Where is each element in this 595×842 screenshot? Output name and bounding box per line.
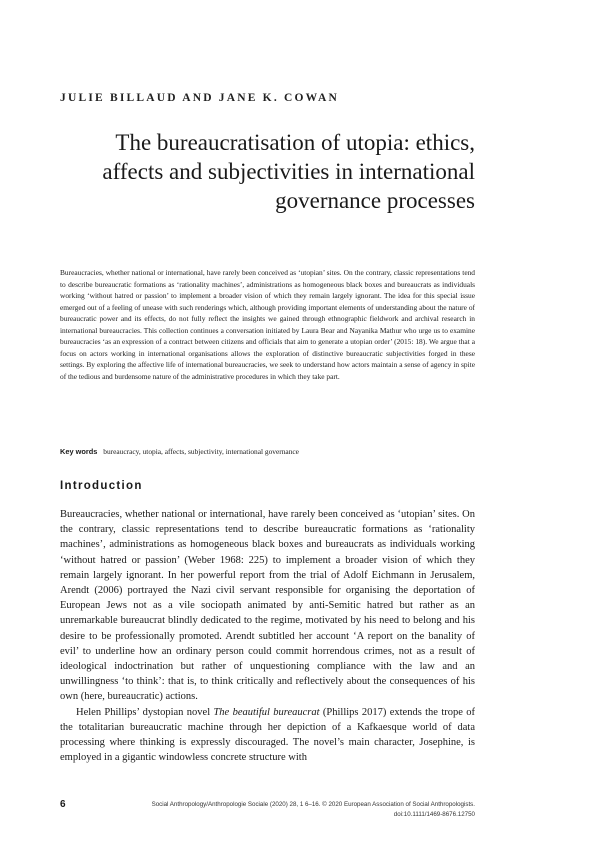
keywords — [60, 446, 475, 457]
keywords-label: Key words — [60, 447, 98, 456]
page-number: 6 — [60, 799, 66, 810]
body-text — [60, 507, 475, 765]
paragraph: Bureaucracies, whether national or international, have rarely been conceived as ‘utopian’ sites. On the contrary, classic representations tend to describe bureaucratic formations as ‘rationality machines’, administrations as homogeneous black boxes and bureaucrats as individuals working ‘without hatred or passion’ (Weber 1968: 225) to implement a broader vision of which they remain largely ignorant. In her powerful report from the trial of Adolf Eichmann in Jerusalem, Arendt (2006) portrayed the Nazi civil servant responsible for organising the deportation of European Jews not as a vile sociopath animated by anti-Semitic hatred but rather as an unremarkable bureaucrat blindly dedicated to the regime, motivated by his need to belong and his desire to be professionally promoted. Arendt subtitled her account ‘A report on the banality of evil’ to underline how an ordinary person could commit horrendous crimes, not as a result of ideological indoctrination but rather of unquestioning compliance with the law and an unwillingness ‘to think’: that is, to think critically and reflectively about the consequences of his own (here, bureaucratic) actions. — [60, 509, 475, 703]
footer-doi: doi:10.1111/1469-8676.12750 — [393, 811, 475, 818]
footer-citation: Social Anthropology/Anthropologie Sociale (2020) 28, 1 6–16. © 2020 European Association of Social Anthropologists. — [151, 801, 475, 808]
journal-footer — [90, 800, 475, 820]
title-line: governance processes — [275, 188, 475, 213]
abstract: Bureaucracies, whether national or international, have rarely been conceived as ‘utopian’ sites. On the contrary, classic representations tend to describe bureaucratic formations as ‘rationality machines’, administrations as homogeneous black boxes and bureaucrats as individuals working ‘without hatred or passion’ to implement a broader vision of which they remain largely ignorant. The idea for this special issue emerged out of a feeling of unease with such renderings which, although providing important elements of understanding about the nature of bureaucratic power and its effects, do not fully reflect the insights we gained through ethnographic fieldwork and archival research in international bureaucracies. This collection continues a conversation initiated by Laura Bear and Nayanika Mathur who urge us to examine bureaucracies ‘as an expression of a contract between citizens and officials that aim to generate a utopian order’ (2015: 18). We argue that a focus on actors working in international organisations allows the exploration of distinctive bureaucratic subjectivities forged in these settings. By exploring the affective life of international bureaucracies, we seek to understand how actors maintain a sense of agency in spite of the tedious and burdensome nature of the administrative procedures in which they take part. — [60, 268, 475, 381]
book-title: The beautiful bureaucrat — [213, 706, 320, 718]
article-authors: JULIE BILLAUD AND JANE K. COWAN — [60, 92, 340, 104]
paragraph-text: Helen Phillips’ dystopian novel — [76, 706, 214, 718]
paragraph-text: (Phillips 2017) extends the trope of the totalitarian bureaucratic machine through her depiction of a Kafkaesque world of data processing where thinking is expressly discouraged. The novel’s main character, Josephine, is employed in a gigantic windowless concrete structure with — [60, 706, 475, 764]
keywords-text: bureaucracy, utopia, affects, subjectivity, international governance — [103, 447, 299, 456]
title-line: The bureaucratisation of utopia: ethics, — [115, 130, 475, 155]
paragraph — [60, 705, 475, 766]
article-title — [60, 128, 475, 215]
title-line: affects and subjectivities in international — [102, 159, 475, 184]
section-heading-introduction: Introduction — [60, 480, 143, 492]
